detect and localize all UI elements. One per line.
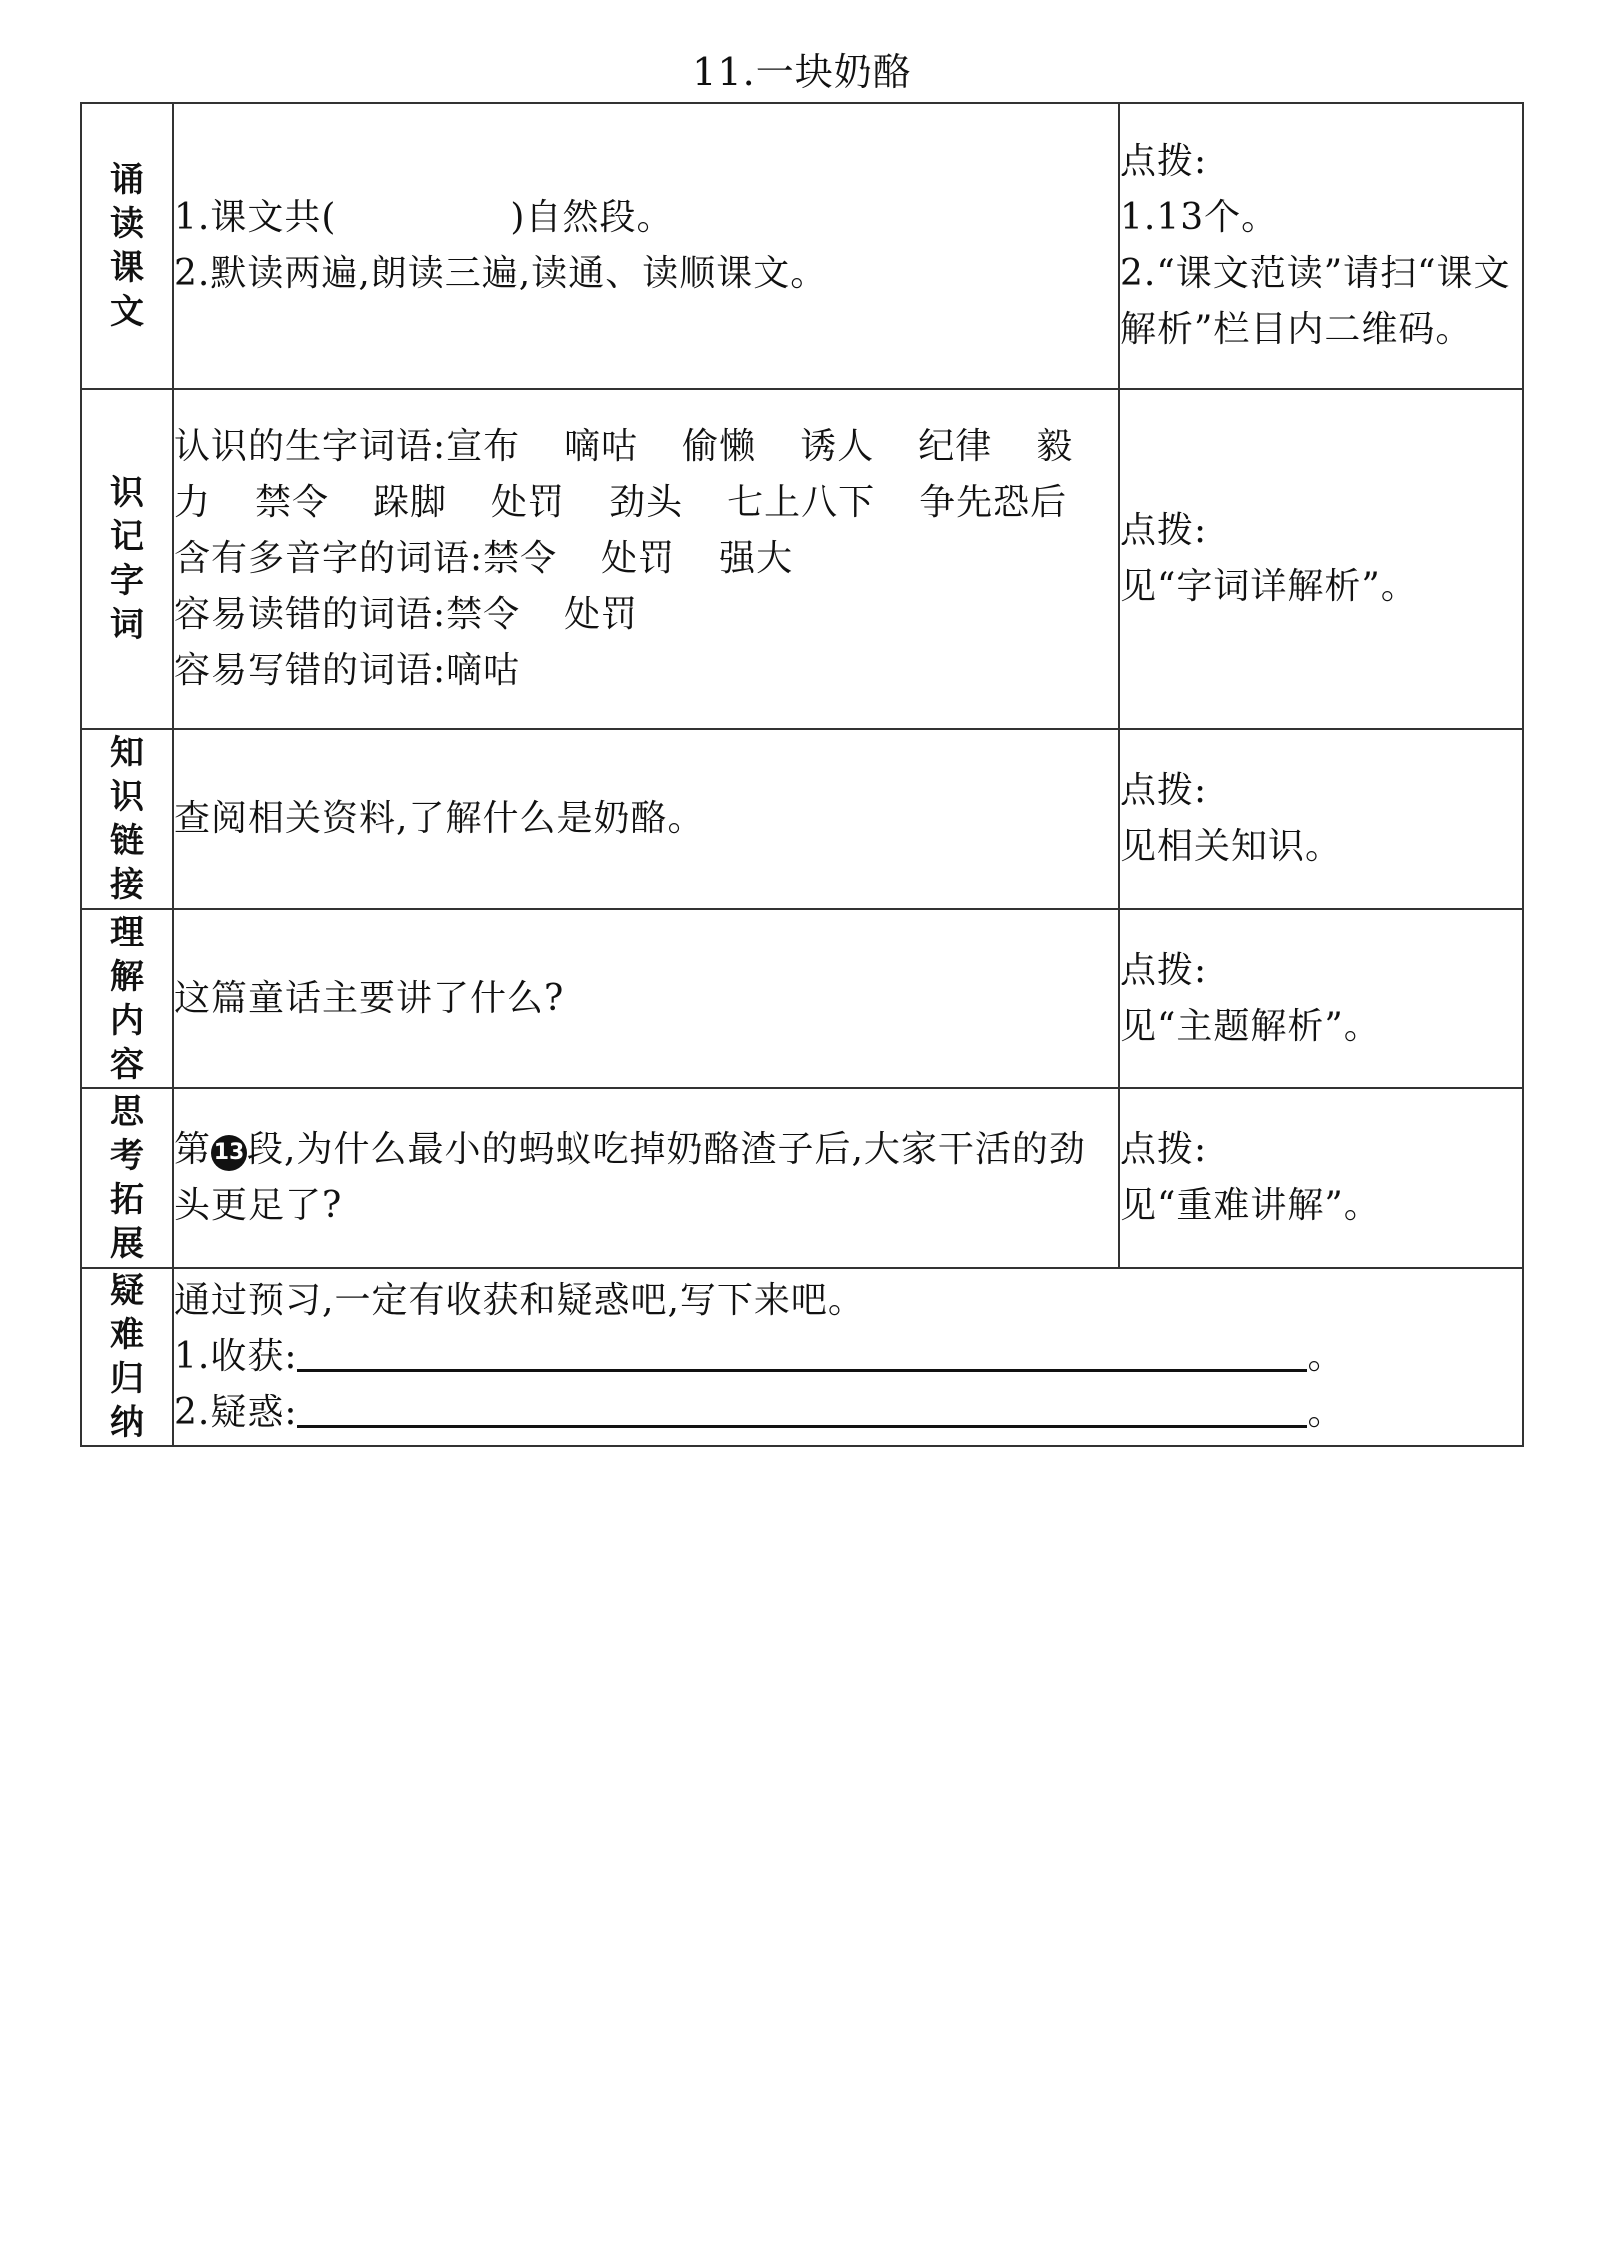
tip-cell: [1119, 1088, 1523, 1268]
row-label-text: 思考拓展: [110, 1092, 144, 1264]
page-title: 11.一块奶酪: [692, 50, 912, 94]
tip-line: 见“主题解析”。: [1120, 1005, 1381, 1047]
row-think-extend: [81, 1088, 1523, 1268]
tip-cell: [1119, 729, 1523, 909]
misread-words: 容易读错的词语:禁令 处罚: [174, 594, 639, 635]
doubt-answer-field[interactable]: [297, 1387, 1307, 1428]
row-knowledge-link: [81, 729, 1523, 909]
summary-intro: 通过预习,一定有收获和疑惑吧,写下来吧。: [174, 1280, 865, 1321]
tip-cell: [1119, 909, 1523, 1088]
task-line: 2.默读两遍,朗读三遍,读通、读顺课文。: [174, 253, 828, 294]
tip-heading: 点拨:: [1120, 510, 1208, 551]
polyphone-words: 含有多音字的词语:禁令 处罚 强大: [174, 538, 794, 579]
row-recite: [81, 103, 1523, 389]
row-label-text: 知识链接: [110, 733, 144, 905]
row-label-text: 识记字词: [110, 473, 144, 645]
row-label-text: 理解内容: [110, 912, 144, 1085]
row-label: [81, 729, 173, 909]
row-label: [81, 909, 173, 1088]
preview-worksheet-table: [80, 102, 1524, 1447]
row-label: [81, 389, 173, 729]
tip-cell: [1119, 103, 1523, 389]
tip-line: 见“重难讲解”。: [1120, 1185, 1381, 1226]
gain-line: 1.收获: 。: [174, 1329, 1522, 1385]
task-cell: [173, 103, 1119, 389]
row-understand-content: [81, 909, 1523, 1088]
recognize-words: 认识的生字词语:宣布 嘀咕 偷懒 诱人 纪律 毅力 禁令 跺脚 处罚 劲头 七上八下 争先恐后: [174, 426, 1074, 523]
tip-line: 见“字词详解析”。: [1120, 566, 1418, 607]
tip-line: 1.13个。: [1120, 197, 1279, 238]
row-vocabulary: [81, 389, 1523, 729]
gain-answer-field[interactable]: [297, 1331, 1307, 1372]
task-line: 查阅相关资料,了解什么是奶酪。: [174, 798, 705, 839]
row-summary: [81, 1268, 1523, 1446]
tip-heading: 点拨:: [1120, 949, 1208, 991]
task-cell: [173, 1088, 1119, 1268]
row-label-text: 诵读课文: [110, 160, 144, 332]
tip-heading: 点拨:: [1120, 1129, 1208, 1170]
paragraph-number-badge: 13: [211, 1135, 247, 1171]
row-label: [81, 1268, 173, 1446]
task-cell: [173, 729, 1119, 909]
tip-cell: [1119, 389, 1523, 729]
tip-heading: 点拨:: [1120, 770, 1208, 811]
miswrite-words: 容易写错的词语:嘀咕: [174, 650, 521, 691]
tip-line: 见相关知识。: [1120, 826, 1343, 867]
task-question: 第 13段,为什么最小的蚂蚁吃掉奶酪渣子后,大家干活的劲头更足了?: [174, 1129, 1086, 1226]
row-label-text: 疑难归纳: [110, 1271, 144, 1443]
tip-heading: 点拨:: [1120, 141, 1208, 182]
tip-line: 2.“课文范读”请扫“课文解析”栏目内二维码。: [1120, 253, 1511, 350]
task-line: 1.课文共( )自然段。: [174, 197, 674, 238]
task-cell: [173, 389, 1119, 729]
doubt-line: 2.疑惑: 。: [174, 1385, 1522, 1441]
summary-cell: [173, 1268, 1523, 1446]
row-label: [81, 1088, 173, 1268]
row-label: [81, 103, 173, 389]
task-cell: [173, 909, 1119, 1088]
task-line: 这篇童话主要讲了什么?: [174, 977, 565, 1019]
